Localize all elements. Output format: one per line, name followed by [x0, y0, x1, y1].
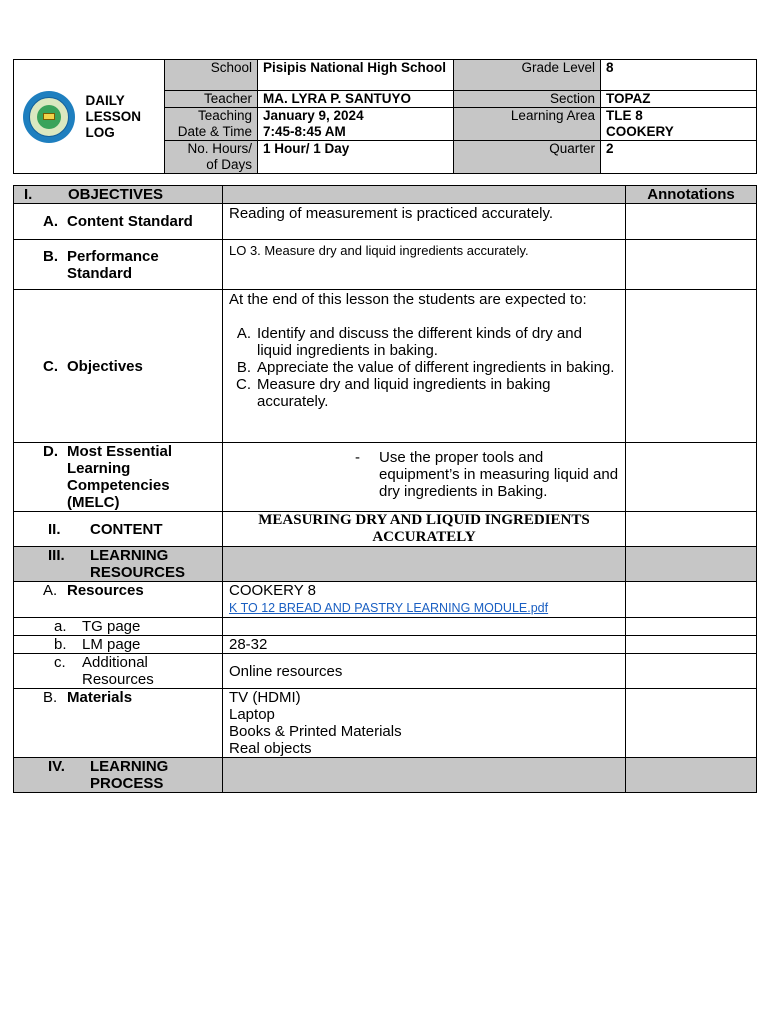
logo-cell [14, 60, 86, 174]
objective-item: A. Identify and discuss the different kinds of dry and liquid ingredients in baking. [236, 325, 582, 359]
additional-resources-value: Online resources [223, 654, 626, 689]
objectives-list [229, 325, 619, 410]
learning-resources-blank [223, 547, 626, 582]
content-standard-label: A. Content Standard [14, 204, 223, 240]
content-row [14, 512, 757, 547]
performance-standard-text: LO 3. Measure dry and liquid ingredients accurately. [223, 240, 626, 290]
learning-area-label: Learning Area [454, 108, 601, 141]
school-label: School [165, 60, 258, 91]
section-label: Section [454, 91, 601, 108]
teaching-date-time-value: January 9, 2024 7:45-8:45 AM [258, 108, 454, 141]
melc-annotation [626, 443, 757, 512]
school-seal-icon [23, 91, 75, 143]
materials-list [223, 689, 626, 758]
additional-resources-label: c. Additional Resources [14, 654, 223, 689]
lesson-table [13, 185, 757, 793]
objectives-heading-blank [223, 186, 626, 204]
resources-row [14, 582, 757, 618]
school-value: Pisipis National High School [258, 60, 454, 91]
objectives-label: C. Objectives [14, 290, 223, 443]
learning-process-blank [223, 758, 626, 793]
resources-annotation [626, 582, 757, 618]
content-standard-text: Reading of measurement is practiced accurately. [223, 204, 626, 240]
content-label: II. CONTENT [14, 512, 223, 547]
content-standard-annotation [626, 204, 757, 240]
melc-label: D. Most Essential Learning Competencies (MELC) [14, 443, 223, 512]
lm-page-label: b. LM page [14, 636, 223, 654]
material-item: Books & Printed Materials [229, 723, 402, 740]
learning-process-label: IV. LEARNING PROCESS [14, 758, 223, 793]
tg-page-row [14, 618, 757, 636]
materials-label: B. Materials [14, 689, 223, 758]
learning-process-row [14, 758, 757, 793]
additional-resources-annotation [626, 654, 757, 689]
materials-annotation [626, 689, 757, 758]
performance-standard-annotation [626, 240, 757, 290]
learning-process-annotation [626, 758, 757, 793]
objectives-header-row [14, 186, 757, 204]
section-value: TOPAZ [601, 91, 757, 108]
content-standard-row [14, 204, 757, 240]
melc-row [14, 443, 757, 512]
resources-text: COOKERY 8 K TO 12 BREAD AND PASTRY LEARNING MODULE.pdf [223, 582, 626, 618]
additional-resources-row [14, 654, 757, 689]
objectives-row [14, 290, 757, 443]
learning-resources-annotation [626, 547, 757, 582]
header-table [13, 59, 757, 174]
lm-page-value: 28-32 [223, 636, 626, 654]
grade-level-value: 8 [601, 60, 757, 91]
daily-lesson-log-title: DAILY LESSON LOG [86, 60, 165, 174]
teacher-value: MA. LYRA P. SANTUYO [258, 91, 454, 108]
material-item: Laptop [229, 706, 275, 723]
tg-page-annotation [626, 618, 757, 636]
materials-row [14, 689, 757, 758]
learning-resources-label: III. LEARNING RESOURCES [14, 547, 223, 582]
teacher-label: Teacher [165, 91, 258, 108]
objectives-heading: I. OBJECTIVES [14, 186, 223, 204]
bread-pastry-module-link[interactable]: K TO 12 BREAD AND PASTRY LEARNING MODULE.pdf [229, 601, 549, 615]
objective-item: C. Measure dry and liquid ingredients in baking accurately. [236, 376, 551, 410]
hours-days-value: 1 Hour/ 1 Day [258, 141, 454, 174]
melc-text: - Use the proper tools and equipment’s in measuring liquid and dry ingredients in Baking. [223, 443, 626, 512]
performance-standard-label: B. Performance Standard [14, 240, 223, 290]
content-title: MEASURING DRY AND LIQUID INGREDIENTS ACCURATELY [223, 512, 626, 547]
quarter-value: 2 [601, 141, 757, 174]
performance-standard-row [14, 240, 757, 290]
quarter-label: Quarter [454, 141, 601, 174]
learning-area-value: TLE 8 COOKERY [601, 108, 757, 141]
content-annotation [626, 512, 757, 547]
objective-item: B. Appreciate the value of different ingredients in baking. [236, 359, 615, 376]
teaching-date-time-label: Teaching Date & Time [165, 108, 258, 141]
objectives-text: At the end of this lesson the students are expected to: A. Identify and discuss the different kinds of dry and liquid ingredients in baking. B. Appreciate the value of different ingredients in baking. C. Measure dry and liquid ingredients in baking accurately. [223, 290, 626, 443]
learning-resources-row [14, 547, 757, 582]
material-item: TV (HDMI) [229, 689, 301, 706]
lm-page-annotation [626, 636, 757, 654]
grade-level-label: Grade Level [454, 60, 601, 91]
tg-page-value [223, 618, 626, 636]
tg-page-label: a. TG page [14, 618, 223, 636]
objectives-annotation [626, 290, 757, 443]
hours-days-label: No. Hours/ of Days [165, 141, 258, 174]
material-item: Real objects [229, 740, 312, 757]
annotations-label: Annotations [626, 186, 757, 204]
resources-label: A. Resources [14, 582, 223, 618]
lm-page-row [14, 636, 757, 654]
